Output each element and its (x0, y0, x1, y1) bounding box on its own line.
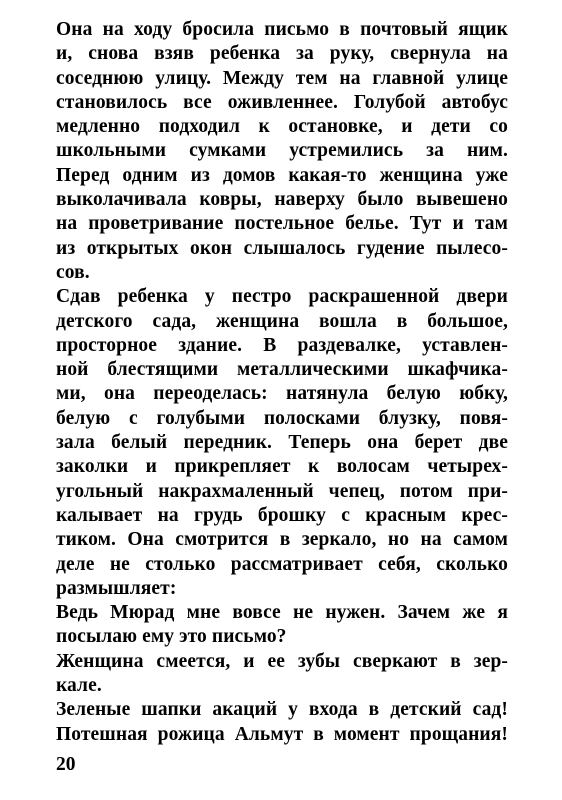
text-line: угольный накрахмаленный чепец, потом при- (56, 480, 508, 502)
text-line: ной блестящими металлическими шкафчика- (56, 359, 508, 381)
text-line: детского сада, женщина вошла в большое, (56, 310, 508, 332)
text-line: Женщина смеется, и ее зубы сверкают в зер- (56, 650, 508, 672)
text-line: Ведь Мюрад мне вовсе не нужен. Зачем же я (56, 602, 508, 624)
text-line: размышляет: (56, 577, 177, 599)
text-line: ми, она переоделась: натянула белую юбку, (56, 383, 508, 405)
text-line: Она на ходу бросила письмо в почтовый ящик (56, 19, 508, 40)
text-line: сов. (56, 261, 90, 283)
page-number: 20 (56, 754, 76, 775)
text-line: Перед одним из домов какая-то женщина уже (56, 164, 508, 186)
text-line: Потешная рожица Альмут в момент прощания! (56, 723, 508, 745)
text-line: посылаю ему это письмо? (56, 626, 287, 648)
text-line: из открытых окон слышалось гудение пылесо- (56, 237, 508, 259)
text-line: зала белый передник. Теперь она берет две (56, 432, 508, 454)
text-line: школьными сумками устремились за ним. (56, 140, 508, 162)
text-line: деле не столько рассматривает себя, сколько (56, 553, 508, 575)
text-line: белую с голубыми полосками блузку, повя- (56, 407, 508, 429)
text-line: просторное здание. В раздевалке, уставлен- (56, 334, 508, 356)
text-line: Сдав ребенка у пестро раскрашенной двери (56, 286, 508, 308)
text-line: медленно подходил к остановке, и дети со (56, 116, 508, 138)
body-text (56, 18, 508, 747)
text-line: соседнюю улицу. Между тем на главной улице (56, 67, 508, 89)
text-line: тиком. Она смотрится в зеркало, но на самом (56, 529, 508, 551)
text-line: и, снова взяв ребенка за руку, свернула на (56, 43, 508, 65)
text-line: становилось все оживленнее. Голубой автобус (56, 91, 508, 113)
text-line: калывает на грудь брошку с красным крес- (56, 504, 508, 526)
text-line: на проветривание постельное белье. Тут и там (56, 213, 508, 235)
text-line: заколки и прикрепляет к волосам четырех- (56, 456, 508, 478)
text-line: выколачивала ковры, наверху было вывешено (56, 189, 508, 211)
text-line: кале. (56, 675, 102, 697)
text-line: Зеленые шапки акаций у входа в детский сад! (56, 699, 508, 721)
